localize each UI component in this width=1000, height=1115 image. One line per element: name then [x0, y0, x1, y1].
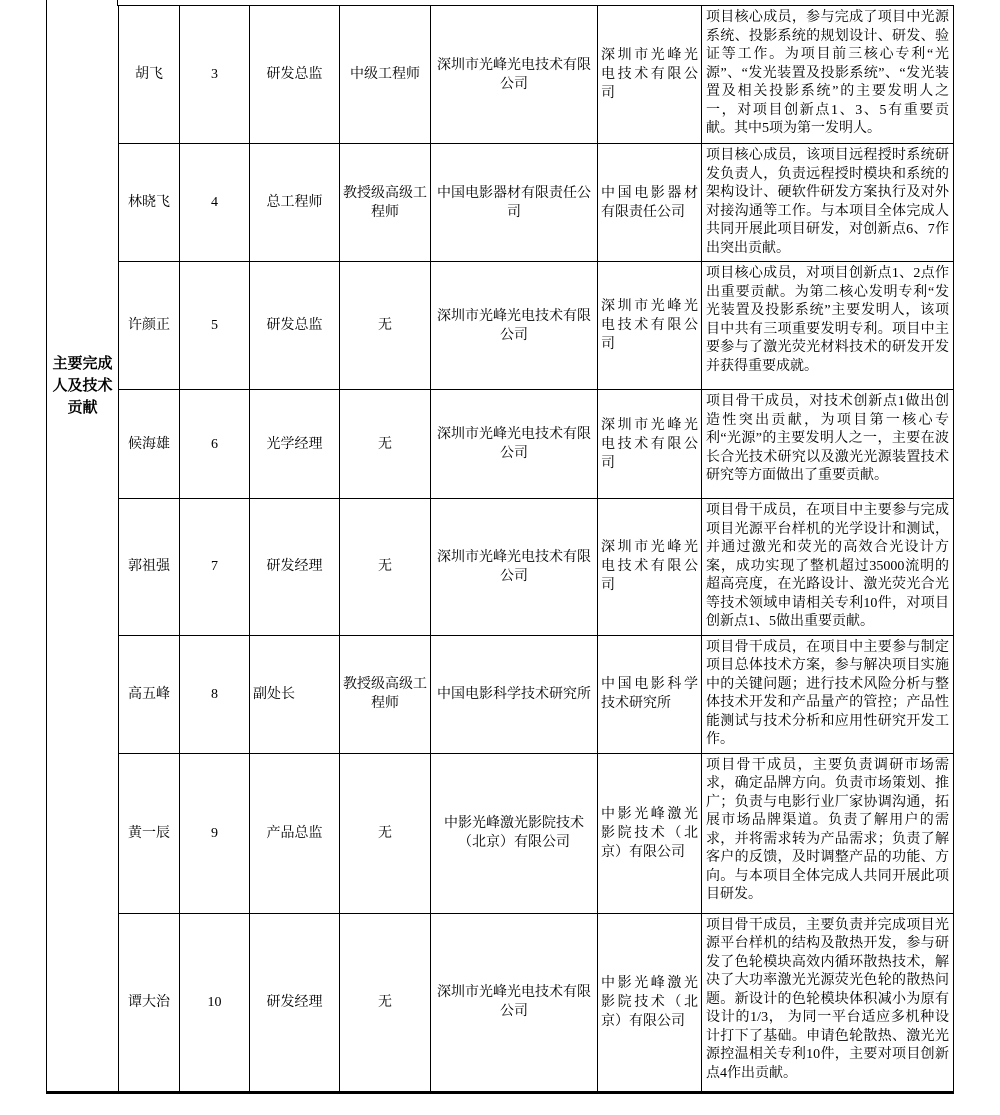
cell-contribution: 项目骨干成员，在项目中主要参与完成项目光源平台样机的光学设计和测试，并通过激光和荧光的高效合光设计方案，成功实现了整机超过35000流明的超高亮度，在光路设计、激光荧光合光等技术领域申请相关专利10件，对项目创新点1、5做出重要贡献。: [702, 499, 954, 636]
cell-position: 副处长: [250, 635, 340, 753]
cell-rank: 5: [180, 262, 250, 390]
cell-contribution: 项目核心成员，参与完成了项目中光源系统、投影系统的规划设计、研发、验证等工作。为项目前三核心专利“光源”、“发光装置及投影系统”、“发光装置及相关投影系统”的主要发明人之一，对项目创新点1、3、5有重要贡献。其中5项为第一发明人。: [702, 6, 954, 144]
cell-name: 许颜正: [119, 262, 180, 390]
cell-position: 光学经理: [250, 390, 340, 499]
cell-completion-unit: 深圳市光峰光电技术有限公司: [598, 390, 702, 499]
cell-name: 黄一辰: [119, 753, 180, 913]
cell-contribution: 项目核心成员，该项目远程授时系统研发负责人，负责远程授时模块和系统的架构设计、硬软件研发方案执行及对外对接沟通等工作。与本项目全体完成人共同开展此项目研发，对创新点6、7作出突出贡献。: [702, 144, 954, 262]
cell-name: 林晓飞: [119, 144, 180, 262]
cell-work-unit: 深圳市光峰光电技术有限公司: [431, 6, 598, 144]
cell-completion-unit: 中影光峰激光影院技术（北京）有限公司: [598, 913, 702, 1092]
cell-rank: 3: [180, 6, 250, 144]
cell-name: 郭祖强: [119, 499, 180, 636]
cell-work-unit: 中国电影科学技术研究所: [431, 635, 598, 753]
cell-title: 无: [340, 499, 431, 636]
cell-position: 产品总监: [250, 753, 340, 913]
table-row: [47, 6, 954, 144]
cell-completion-unit: 中影光峰激光影院技术（北京）有限公司: [598, 753, 702, 913]
cell-work-unit: 深圳市光峰光电技术有限公司: [431, 913, 598, 1092]
cell-position: 研发总监: [250, 6, 340, 144]
cell-title: 无: [340, 390, 431, 499]
cell-rank: 10: [180, 913, 250, 1092]
section-row-header-label: 主要完成人及技术贡献: [52, 355, 113, 416]
cell-work-unit: 中影光峰激光影院技术（北京）有限公司: [431, 753, 598, 913]
cell-title: 教授级高级工程师: [340, 144, 431, 262]
cell-contribution: 项目骨干成员，在项目中主要参与制定项目总体技术方案，参与解决项目实施中的关键问题；进行技术风险分析与整体技术开发和产品量产的管控；产品性能测试与技术分析和应用性研究开发工作。: [702, 635, 954, 753]
cell-contribution: 项目骨干成员，主要负责调研市场需求，确定品牌方向。负责市场策划、推广；负责与电影行业厂家协调沟通，拓展市场品牌渠道。负责了解用户的需求，并将需求转为产品需求；负责了解客户的反馈，及时调整产品的功能、方向。与本项目全体完成人共同开展此项目研发。: [702, 753, 954, 913]
cell-rank: 8: [180, 635, 250, 753]
table-row: [47, 499, 954, 636]
cell-completion-unit: 深圳市光峰光电技术有限公司: [598, 6, 702, 144]
cell-rank: 9: [180, 753, 250, 913]
cell-contribution: 项目骨干成员，对技术创新点1做出创造性突出贡献，为项目第一核心专利“光源”的主要发明人之一，主要在波长合光技术研究以及激光光源装置技术研究等方面做出了重要贡献。: [702, 390, 954, 499]
contributors-table-body: [47, 6, 954, 1093]
cell-work-unit: 深圳市光峰光电技术有限公司: [431, 499, 598, 636]
cell-title: 中级工程师: [340, 6, 431, 144]
cell-name: 胡飞: [119, 6, 180, 144]
cell-rank: 6: [180, 390, 250, 499]
table-row: [47, 144, 954, 262]
cell-name: 高五峰: [119, 635, 180, 753]
cell-name: 候海雄: [119, 390, 180, 499]
cell-title: 无: [340, 913, 431, 1092]
cell-rank: 4: [180, 144, 250, 262]
cell-work-unit: 深圳市光峰光电技术有限公司: [431, 390, 598, 499]
cell-position: 研发总监: [250, 262, 340, 390]
cell-work-unit: 中国电影器材有限责任公司: [431, 144, 598, 262]
cell-position: 研发经理: [250, 499, 340, 636]
cell-completion-unit: 深圳市光峰光电技术有限公司: [598, 262, 702, 390]
table-row: [47, 262, 954, 390]
cell-contribution: 项目核心成员，对项目创新点1、2点作出重要贡献。为第二核心发明专利“发光装置及投影系统”主要发明人，该项目中共有三项重要发明专利。项目中主要参与了激光荧光材料技术的研发开发并获得重要成就。: [702, 262, 954, 390]
cell-title: 无: [340, 753, 431, 913]
cell-completion-unit: 深圳市光峰光电技术有限公司: [598, 499, 702, 636]
cell-title: 无: [340, 262, 431, 390]
cell-position: 研发经理: [250, 913, 340, 1092]
cell-contribution: 项目骨干成员，主要负责并完成项目光源平台样机的结构及散热开发，参与研发了色轮模块高效内循环散热技术，解决了大功率激光光源荧光色轮的散热问题。新设计的色轮模块体积减小为原有设计的1/3， 为同一平台适应多机种设计打下了基础。申请色轮散热、激光光源控温相关专利10件，主要对项目创新点4作出贡献。: [702, 913, 954, 1092]
cell-work-unit: 深圳市光峰光电技术有限公司: [431, 262, 598, 390]
table-row: [47, 390, 954, 499]
cell-rank: 7: [180, 499, 250, 636]
cell-position: 总工程师: [250, 144, 340, 262]
cell-completion-unit: 中国电影器材有限责任公司: [598, 144, 702, 262]
cell-completion-unit: 中国电影科学技术研究所: [598, 635, 702, 753]
cell-title: 教授级高级工程师: [340, 635, 431, 753]
table-row: [47, 753, 954, 913]
section-row-header: [47, 6, 119, 1093]
cell-name: 谭大治: [119, 913, 180, 1092]
table-row: [47, 635, 954, 753]
table-row: [47, 913, 954, 1092]
contributors-table: [46, 5, 954, 1094]
